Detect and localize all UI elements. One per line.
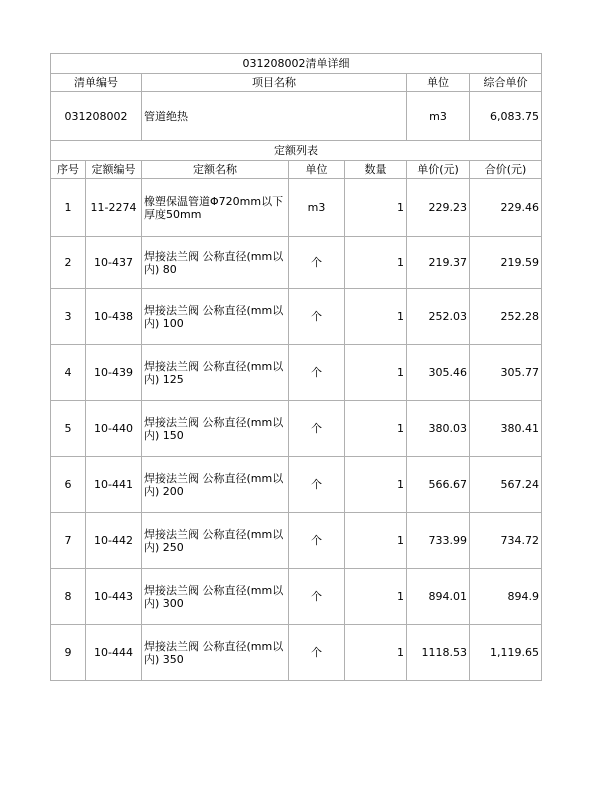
row-quantity: 1 bbox=[345, 179, 407, 237]
row-name: 焊接法兰阀 公称直径(mm以内) 250 bbox=[142, 513, 289, 569]
table-row bbox=[51, 457, 542, 513]
row-code: 10-437 bbox=[86, 237, 142, 289]
header-composite-price: 综合单价 bbox=[470, 74, 542, 92]
table-title: 031208002清单详细 bbox=[51, 54, 542, 74]
row-total-price: 567.24 bbox=[470, 457, 542, 513]
row-quantity: 1 bbox=[345, 625, 407, 681]
summary-price: 6,083.75 bbox=[470, 92, 542, 141]
row-code: 10-440 bbox=[86, 401, 142, 457]
row-quantity: 1 bbox=[345, 513, 407, 569]
row-no: 8 bbox=[51, 569, 86, 625]
row-quantity: 1 bbox=[345, 345, 407, 401]
table-row bbox=[51, 345, 542, 401]
summary-code: 031208002 bbox=[51, 92, 142, 141]
row-no: 4 bbox=[51, 345, 86, 401]
row-no: 1 bbox=[51, 179, 86, 237]
row-unit-price: 894.01 bbox=[407, 569, 470, 625]
row-total-price: 229.46 bbox=[470, 179, 542, 237]
row-unit-price: 229.23 bbox=[407, 179, 470, 237]
row-name: 焊接法兰阀 公称直径(mm以内) 100 bbox=[142, 289, 289, 345]
table-row bbox=[51, 289, 542, 345]
row-quantity: 1 bbox=[345, 401, 407, 457]
title-row bbox=[51, 54, 542, 74]
header-total-price: 合价(元) bbox=[470, 161, 542, 179]
row-code: 10-441 bbox=[86, 457, 142, 513]
row-name: 焊接法兰阀 公称直径(mm以内) 300 bbox=[142, 569, 289, 625]
header-no: 序号 bbox=[51, 161, 86, 179]
row-code: 10-442 bbox=[86, 513, 142, 569]
row-unit-price: 1118.53 bbox=[407, 625, 470, 681]
row-total-price: 252.28 bbox=[470, 289, 542, 345]
summary-unit: m3 bbox=[407, 92, 470, 141]
row-unit: 个 bbox=[289, 401, 345, 457]
row-code: 10-438 bbox=[86, 289, 142, 345]
row-name: 焊接法兰阀 公称直径(mm以内) 80 bbox=[142, 237, 289, 289]
summary-header-row bbox=[51, 74, 542, 92]
row-no: 3 bbox=[51, 289, 86, 345]
table-row bbox=[51, 569, 542, 625]
row-name: 焊接法兰阀 公称直径(mm以内) 150 bbox=[142, 401, 289, 457]
header-unit-price: 单价(元) bbox=[407, 161, 470, 179]
table-row bbox=[51, 179, 542, 237]
row-unit: 个 bbox=[289, 345, 345, 401]
row-unit: 个 bbox=[289, 237, 345, 289]
summary-name: 管道绝热 bbox=[142, 92, 407, 141]
header-quantity: 数量 bbox=[345, 161, 407, 179]
row-unit: 个 bbox=[289, 569, 345, 625]
table-row bbox=[51, 513, 542, 569]
row-unit: m3 bbox=[289, 179, 345, 237]
header-item-name: 项目名称 bbox=[142, 74, 407, 92]
table-row bbox=[51, 237, 542, 289]
row-total-price: 1,119.65 bbox=[470, 625, 542, 681]
table-row bbox=[51, 625, 542, 681]
row-total-price: 219.59 bbox=[470, 237, 542, 289]
header-unit: 单位 bbox=[407, 74, 470, 92]
summary-row bbox=[51, 92, 542, 141]
row-quantity: 1 bbox=[345, 457, 407, 513]
row-unit: 个 bbox=[289, 513, 345, 569]
row-code: 11-2274 bbox=[86, 179, 142, 237]
quota-header-row bbox=[51, 161, 542, 179]
row-total-price: 734.72 bbox=[470, 513, 542, 569]
row-code: 10-443 bbox=[86, 569, 142, 625]
header-quota-name: 定额名称 bbox=[142, 161, 289, 179]
header-item-code: 清单编号 bbox=[51, 74, 142, 92]
row-unit-price: 380.03 bbox=[407, 401, 470, 457]
detail-table bbox=[50, 53, 542, 681]
row-unit: 个 bbox=[289, 289, 345, 345]
header-quota-unit: 单位 bbox=[289, 161, 345, 179]
row-name: 焊接法兰阀 公称直径(mm以内) 350 bbox=[142, 625, 289, 681]
quota-title-row bbox=[51, 141, 542, 161]
row-quantity: 1 bbox=[345, 289, 407, 345]
row-total-price: 894.9 bbox=[470, 569, 542, 625]
row-no: 5 bbox=[51, 401, 86, 457]
row-unit-price: 305.46 bbox=[407, 345, 470, 401]
header-quota-code: 定额编号 bbox=[86, 161, 142, 179]
row-no: 7 bbox=[51, 513, 86, 569]
row-no: 9 bbox=[51, 625, 86, 681]
row-name: 橡塑保温管道Φ720mm以下厚度50mm bbox=[142, 179, 289, 237]
row-name: 焊接法兰阀 公称直径(mm以内) 125 bbox=[142, 345, 289, 401]
table-row bbox=[51, 401, 542, 457]
row-no: 2 bbox=[51, 237, 86, 289]
row-code: 10-444 bbox=[86, 625, 142, 681]
row-unit: 个 bbox=[289, 457, 345, 513]
row-unit-price: 219.37 bbox=[407, 237, 470, 289]
row-unit-price: 733.99 bbox=[407, 513, 470, 569]
row-unit: 个 bbox=[289, 625, 345, 681]
row-no: 6 bbox=[51, 457, 86, 513]
row-name: 焊接法兰阀 公称直径(mm以内) 200 bbox=[142, 457, 289, 513]
row-unit-price: 566.67 bbox=[407, 457, 470, 513]
row-total-price: 305.77 bbox=[470, 345, 542, 401]
row-code: 10-439 bbox=[86, 345, 142, 401]
row-quantity: 1 bbox=[345, 237, 407, 289]
row-quantity: 1 bbox=[345, 569, 407, 625]
quota-title: 定额列表 bbox=[51, 141, 542, 161]
row-unit-price: 252.03 bbox=[407, 289, 470, 345]
row-total-price: 380.41 bbox=[470, 401, 542, 457]
